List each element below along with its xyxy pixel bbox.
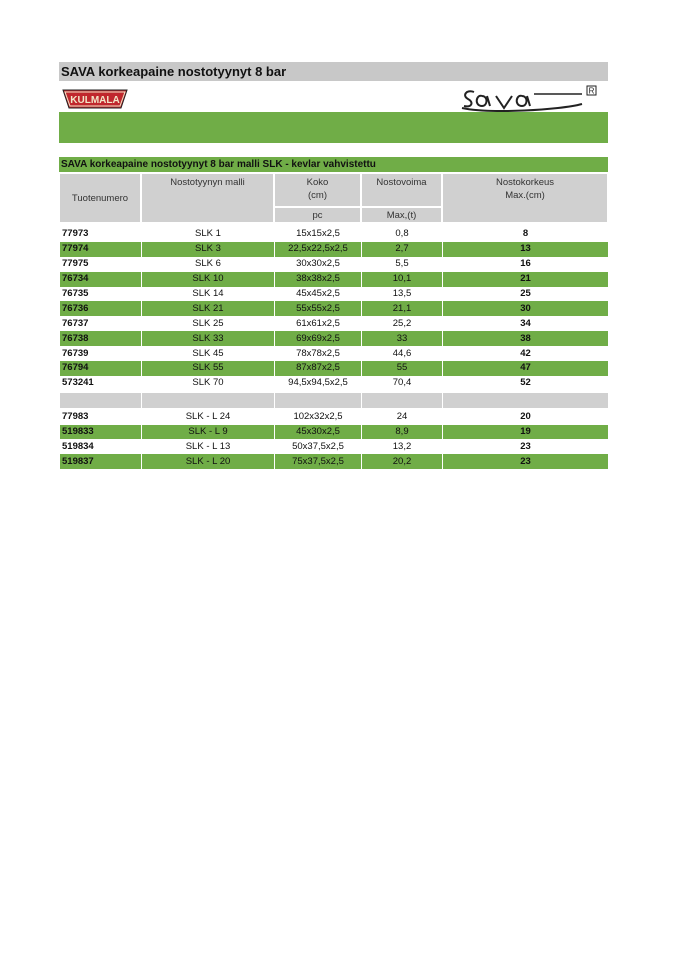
col-subheader-koko: pc	[274, 207, 361, 223]
cell-force: 24	[361, 410, 442, 425]
cell-height: 20	[442, 410, 608, 425]
page-title: SAVA korkeapaine nostotyynyt 8 bar	[59, 62, 608, 81]
cell-size: 61x61x2,5	[274, 316, 361, 331]
cell-size: 30x30x2,5	[274, 257, 361, 272]
table-row	[59, 425, 608, 440]
col-header-korkeus-label: Nostokorkeus	[495, 177, 555, 188]
cell-id: 519834	[59, 439, 141, 454]
cell-height: 19	[442, 425, 608, 440]
cell-size: 94,5x94,5x2,5	[274, 376, 361, 391]
cell-model: SLK - L 9	[141, 425, 274, 440]
cell-id: 77974	[59, 242, 141, 257]
table-subtitle: SAVA korkeapaine nostotyynyt 8 bar malli SLK - kevlar vahvistettu	[59, 157, 608, 172]
cell-model: SLK 25	[141, 316, 274, 331]
cell-id: 76794	[59, 361, 141, 376]
cell-size: 55x55x2,5	[274, 301, 361, 316]
table-row	[59, 257, 608, 272]
cell-id: 519833	[59, 425, 141, 440]
table-row	[59, 242, 608, 257]
cell-height: 30	[442, 301, 608, 316]
cell-force: 8,9	[361, 425, 442, 440]
cell-force: 13,2	[361, 439, 442, 454]
cell-height: 25	[442, 287, 608, 302]
cell-model: SLK 14	[141, 287, 274, 302]
cell-id: 77975	[59, 257, 141, 272]
cell-size: 69x69x2,5	[274, 331, 361, 346]
table-row	[59, 361, 608, 376]
table-row	[59, 410, 608, 425]
cell-force: 10,1	[361, 272, 442, 287]
cell-height: 23	[442, 439, 608, 454]
cell-size: 45x30x2,5	[274, 425, 361, 440]
cell-height: 8	[442, 227, 608, 242]
cell-force: 33	[361, 331, 442, 346]
cell-model: SLK 3	[141, 242, 274, 257]
col-header-korkeus-unit: Max.(cm)	[505, 190, 545, 201]
cell-height: 47	[442, 361, 608, 376]
cell-force: 2,7	[361, 242, 442, 257]
col-header-koko-unit: (cm)	[308, 190, 327, 201]
table-row	[59, 454, 608, 469]
cell-force: 55	[361, 361, 442, 376]
cell-force: 70,4	[361, 376, 442, 391]
cell-size: 50x37,5x2,5	[274, 439, 361, 454]
cell-force: 20,2	[361, 454, 442, 469]
cell-force: 13,5	[361, 287, 442, 302]
cell-id: 76737	[59, 316, 141, 331]
table-row	[59, 301, 608, 316]
cell-id: 76739	[59, 346, 141, 361]
cell-model: SLK - L 24	[141, 410, 274, 425]
col-header-tuotenumero: Tuotenumero	[59, 173, 141, 223]
cell-force: 21,1	[361, 301, 442, 316]
cell-id: 77973	[59, 227, 141, 242]
cell-height: 16	[442, 257, 608, 272]
cell-model: SLK 70	[141, 376, 274, 391]
cell-height: 21	[442, 272, 608, 287]
table-row	[59, 227, 608, 242]
cell-height: 34	[442, 316, 608, 331]
cell-size: 87x87x2,5	[274, 361, 361, 376]
cell-model: SLK 10	[141, 272, 274, 287]
cell-id: 519837	[59, 454, 141, 469]
table-row	[59, 331, 608, 346]
table-row	[59, 376, 608, 391]
cell-id: 77983	[59, 410, 141, 425]
cell-id: 76735	[59, 287, 141, 302]
cell-size: 45x45x2,5	[274, 287, 361, 302]
table-row	[59, 272, 608, 287]
table-row	[59, 316, 608, 331]
kulmala-logo	[61, 86, 129, 110]
cell-force: 44,6	[361, 346, 442, 361]
cell-id: 76734	[59, 272, 141, 287]
cell-model: SLK 6	[141, 257, 274, 272]
cell-size: 78x78x2,5	[274, 346, 361, 361]
product-table	[59, 173, 608, 469]
cell-height: 52	[442, 376, 608, 391]
cell-model: SLK 33	[141, 331, 274, 346]
table-row	[59, 439, 608, 454]
cell-id: 573241	[59, 376, 141, 391]
svg-text:R: R	[588, 86, 595, 96]
col-header-malli: Nostotyynyn malli	[141, 173, 274, 223]
cell-force: 5,5	[361, 257, 442, 272]
svg-text:KULMALA: KULMALA	[70, 95, 120, 106]
cell-id: 76736	[59, 301, 141, 316]
cell-model: SLK 55	[141, 361, 274, 376]
header-band	[59, 112, 608, 143]
cell-id: 76738	[59, 331, 141, 346]
table-row	[59, 287, 608, 302]
cell-height: 42	[442, 346, 608, 361]
cell-height: 23	[442, 454, 608, 469]
col-subheader-voima: Max,(t)	[361, 207, 442, 223]
cell-model: SLK 1	[141, 227, 274, 242]
cell-height: 38	[442, 331, 608, 346]
sava-logo	[460, 84, 600, 112]
col-header-koko-label: Koko	[306, 177, 329, 188]
table-row	[59, 346, 608, 361]
cell-size: 102x32x2,5	[274, 410, 361, 425]
cell-size: 15x15x2,5	[274, 227, 361, 242]
cell-force: 0,8	[361, 227, 442, 242]
cell-model: SLK - L 13	[141, 439, 274, 454]
col-header-korkeus	[442, 173, 608, 223]
col-header-voima: Nostovoima	[361, 173, 442, 207]
col-header-koko	[274, 173, 361, 207]
cell-model: SLK 45	[141, 346, 274, 361]
separator-row	[59, 393, 608, 408]
cell-size: 38x38x2,5	[274, 272, 361, 287]
cell-model: SLK - L 20	[141, 454, 274, 469]
cell-height: 13	[442, 242, 608, 257]
cell-model: SLK 21	[141, 301, 274, 316]
cell-size: 22,5x22,5x2,5	[274, 242, 361, 257]
cell-force: 25,2	[361, 316, 442, 331]
cell-size: 75x37,5x2,5	[274, 454, 361, 469]
